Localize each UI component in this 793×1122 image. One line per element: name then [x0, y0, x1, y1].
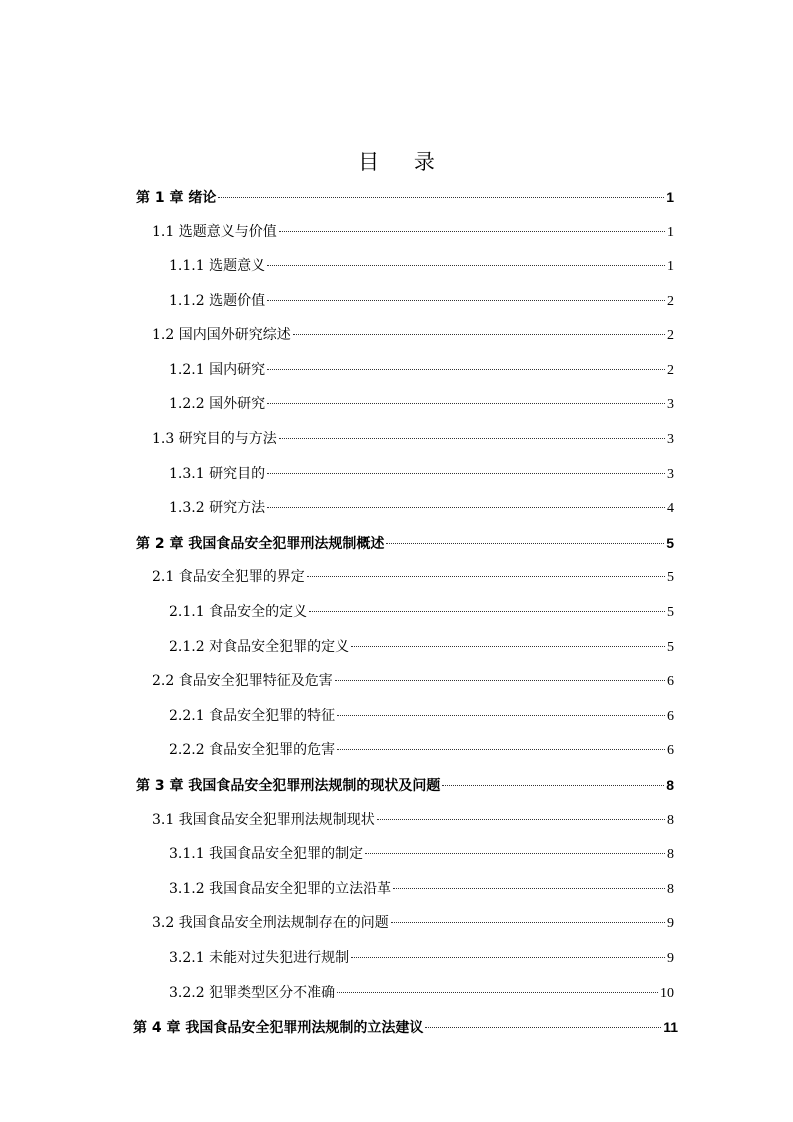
dot-leader — [279, 438, 665, 439]
toc-entry-label: 3.2.2 犯罪类型区分不准确 — [169, 985, 336, 1001]
toc-entry-page: 5 — [666, 535, 674, 551]
dot-leader — [337, 749, 665, 750]
toc-entry-1-3[interactable] — [152, 428, 674, 450]
toc-entry-label: 1.1 选题意义与价值 — [152, 224, 277, 240]
toc-entry-page: 3 — [667, 397, 674, 412]
toc-entry-3-2[interactable] — [152, 912, 674, 934]
toc-entry-label: 2.1.2 对食品安全犯罪的定义 — [169, 639, 350, 655]
dot-leader — [267, 403, 665, 404]
toc-entry-2-1[interactable] — [152, 566, 674, 588]
toc-entry-page: 9 — [667, 916, 674, 931]
toc-entry-label: 1.3.1 研究目的 — [169, 466, 266, 482]
toc-entry-1-2[interactable] — [152, 324, 674, 346]
toc-entry-label: 1.1.1 选题意义 — [169, 258, 266, 274]
toc-entry-1-1-1[interactable] — [169, 255, 674, 277]
dot-leader — [351, 646, 665, 647]
toc-entry-page: 4 — [667, 501, 674, 516]
toc-entry-page: 8 — [667, 813, 674, 828]
toc-entry-label: 第 1 章 绪论 — [136, 190, 217, 206]
toc-entry-label: 1.3.2 研究方法 — [169, 500, 266, 516]
toc-entry-label: 3.2 我国食品安全刑法规制存在的问题 — [152, 915, 389, 931]
dot-leader — [351, 957, 665, 958]
toc-entry-page: 6 — [667, 709, 674, 724]
toc-entry-label: 3.1 我国食品安全犯罪刑法规制现状 — [152, 812, 375, 828]
toc-entry-label: 2.1 食品安全犯罪的界定 — [152, 569, 305, 585]
dot-leader — [267, 265, 665, 266]
toc-entry-page: 9 — [667, 951, 674, 966]
toc-entry-label: 1.1.2 选题价值 — [169, 293, 266, 309]
dot-leader — [267, 473, 665, 474]
toc-entry-3-2-2[interactable] — [169, 982, 674, 1004]
page-title: 目 录 — [358, 150, 449, 174]
dot-leader — [391, 922, 665, 923]
toc-entry-2-2[interactable] — [152, 670, 674, 692]
toc-entry-page: 3 — [667, 432, 674, 447]
toc-entry-page: 1 — [667, 259, 674, 274]
dot-leader — [337, 992, 658, 993]
toc-entry-2-1-2[interactable] — [169, 636, 674, 658]
dot-leader — [293, 334, 665, 335]
toc-entry-page: 1 — [667, 225, 674, 240]
dot-leader — [442, 785, 664, 786]
dot-leader — [386, 543, 664, 544]
toc-entry-1-3-2[interactable] — [169, 497, 674, 519]
toc-entry-3-2-1[interactable] — [169, 947, 674, 969]
toc-entry-label: 第 3 章 我国食品安全犯罪刑法规制的现状及问题 — [136, 778, 441, 794]
toc-entry-page: 11 — [663, 1019, 678, 1035]
toc-entry-label: 2.1.1 食品安全的定义 — [169, 604, 308, 620]
toc-entry-label: 3.1.2 我国食品安全犯罪的立法沿革 — [169, 881, 392, 897]
toc-entry-label: 2.2.1 食品安全犯罪的特征 — [169, 708, 336, 724]
toc-entry-1-2-1[interactable] — [169, 359, 674, 381]
toc-entry-label: 2.2 食品安全犯罪特征及危害 — [152, 673, 333, 689]
dot-leader — [335, 680, 665, 681]
toc-entry-chapter-1[interactable] — [136, 186, 674, 208]
toc-entry-page: 8 — [667, 882, 674, 897]
toc-entry-chapter-3[interactable] — [136, 774, 674, 796]
toc-entry-page: 8 — [666, 777, 674, 793]
toc-entry-label: 3.1.1 我国食品安全犯罪的制定 — [169, 846, 364, 862]
toc-entry-2-1-1[interactable] — [169, 601, 674, 623]
toc-entry-page: 5 — [667, 570, 674, 585]
toc-entry-1-2-2[interactable] — [169, 393, 674, 415]
dot-leader — [377, 819, 665, 820]
dot-leader — [393, 888, 665, 889]
dot-leader — [307, 576, 665, 577]
dot-leader — [337, 715, 665, 716]
toc-entry-page: 5 — [667, 605, 674, 620]
dot-leader — [267, 300, 665, 301]
toc-entry-2-2-2[interactable] — [169, 739, 674, 761]
toc-entry-page: 5 — [667, 640, 674, 655]
toc-entry-3-1-1[interactable] — [169, 843, 674, 865]
toc-entry-label: 1.2.1 国内研究 — [169, 362, 266, 378]
toc-entry-page: 10 — [660, 986, 674, 1001]
toc-entry-label: 1.3 研究目的与方法 — [152, 431, 277, 447]
dot-leader — [309, 611, 665, 612]
toc-entry-1-1[interactable] — [152, 221, 674, 243]
toc-entry-label: 1.2 国内国外研究综述 — [152, 327, 291, 343]
toc-entry-1-1-2[interactable] — [169, 290, 674, 312]
toc-entry-2-2-1[interactable] — [169, 705, 674, 727]
dot-leader — [267, 507, 665, 508]
toc-entry-page: 2 — [667, 294, 674, 309]
toc-entry-page: 8 — [667, 847, 674, 862]
dot-leader — [425, 1027, 661, 1028]
toc-entry-3-1[interactable] — [152, 809, 674, 831]
toc-entry-page: 2 — [667, 328, 674, 343]
toc-entry-chapter-4[interactable] — [133, 1016, 678, 1038]
toc-entry-label: 第 4 章 我国食品安全犯罪刑法规制的立法建议 — [133, 1020, 424, 1036]
toc-entry-page: 6 — [667, 743, 674, 758]
toc-entry-chapter-2[interactable] — [136, 532, 674, 554]
dot-leader — [365, 853, 665, 854]
toc-entry-page: 2 — [667, 363, 674, 378]
dot-leader — [279, 231, 665, 232]
toc-entry-1-3-1[interactable] — [169, 463, 674, 485]
toc-entry-label: 第 2 章 我国食品安全犯罪刑法规制概述 — [136, 536, 385, 552]
toc-entry-page: 1 — [666, 189, 674, 205]
toc-entry-page: 3 — [667, 467, 674, 482]
toc-entry-3-1-2[interactable] — [169, 878, 674, 900]
dot-leader — [267, 369, 665, 370]
toc-entry-label: 1.2.2 国外研究 — [169, 396, 266, 412]
toc-entry-label: 3.2.1 未能对过失犯进行规制 — [169, 950, 350, 966]
toc-entry-page: 6 — [667, 674, 674, 689]
toc-entry-label: 2.2.2 食品安全犯罪的危害 — [169, 742, 336, 758]
dot-leader — [218, 197, 664, 198]
